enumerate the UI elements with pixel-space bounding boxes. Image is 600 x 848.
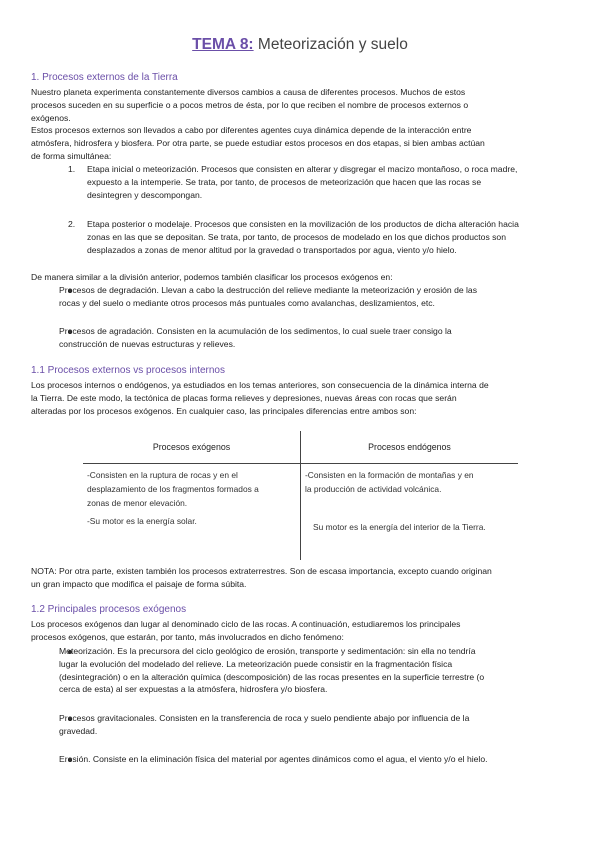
bullet-item-meteorizacion bbox=[59, 645, 569, 696]
table-header-endogenos: Procesos endógenos bbox=[301, 431, 519, 464]
text-line: procesos exógenos, que estarán, por tanto, más involucrados en dicho fenómeno: bbox=[31, 631, 344, 642]
text-line: (desintegración) o en la alteración química (descomposición) de las rocas presentes en la superficie terrestre (o bbox=[59, 671, 485, 682]
table-cell-endogenos bbox=[301, 464, 519, 561]
text-line: cerca de esta) al ser expuestas a la atmósfera, hidrosfera y/o biosfera. bbox=[59, 684, 328, 695]
text-line: gravedad. bbox=[59, 725, 98, 736]
text-line: NOTA: Por otra parte, existen también los procesos extraterrestres. Son de escasa importancia, excepto cuando originan bbox=[31, 566, 492, 576]
comparison-table bbox=[83, 431, 518, 560]
cell-text: Su motor es la energía del interior de la Tierra. bbox=[313, 522, 486, 532]
text-line: Procesos gravitacionales. Consisten en la transferencia de roca y suelo pendiente abajo por influencia de la bbox=[59, 713, 470, 723]
text-line: Etapa posterior o modelaje. Procesos que consisten en la movilización de los productos de dicha alteración hacia bbox=[87, 219, 519, 229]
table-header-exogenos: Procesos exógenos bbox=[83, 431, 301, 464]
section-1-1-text bbox=[31, 379, 571, 417]
list-number: 1. bbox=[68, 164, 76, 174]
text-line: procesos suceden en su superficie o a pocos metros de ésta, por lo que reciben el nombre de procesos externos o bbox=[31, 99, 469, 110]
text-line: Etapa inicial o meteorización. Procesos que consisten en alterar y disgregar el macizo montañoso, o roca madre, bbox=[87, 164, 518, 174]
section-1-1-heading: 1.1 Procesos externos vs procesos internos bbox=[31, 365, 225, 376]
cell-text: -Consisten en la formación de montañas y en bbox=[305, 470, 474, 480]
text-line: Erosión. Consiste en la eliminación física del material por agentes dinámicos como el agua, el viento y/o el hielo. bbox=[59, 754, 488, 764]
list-number: 2. bbox=[68, 219, 76, 229]
text-line: Procesos de agradación. Consisten en la acumulación de los sedimentos, lo cual suele traer consigo la bbox=[59, 326, 452, 336]
text-line: Los procesos exógenos dan lugar al denominado ciclo de las rocas. A continuación, estudiaremos los principales bbox=[31, 619, 461, 629]
text-line: de forma simultánea: bbox=[31, 150, 112, 161]
text-line: Estos procesos externos son llevados a cabo por diferentes agentes cuya dinámica depende de la interacción entre bbox=[31, 125, 472, 136]
list-item-stage-1 bbox=[87, 163, 577, 201]
text-line: Nuestro planeta experimenta constantemente diversos cambios a causa de diferentes procesos. Muchos de estos bbox=[31, 87, 466, 97]
text-line: un gran impacto que modifica el paisaje de forma súbita. bbox=[31, 578, 247, 589]
bullet-item-erosion bbox=[59, 753, 569, 766]
cell-text: desplazamiento de los fragmentos formados a bbox=[87, 484, 259, 494]
text-line: desintegren y descompongan. bbox=[87, 189, 203, 200]
classify-line: De manera similar a la división anterior, podemos también clasificar los procesos exógenos en: bbox=[31, 272, 393, 282]
text-line: rocas y del suelo o mediante otros procesos más puntuales como avalanchas, deslizamientos, etc. bbox=[59, 297, 435, 308]
section-1-2-text bbox=[31, 618, 571, 644]
section-1-intro bbox=[31, 86, 571, 163]
page-title bbox=[0, 36, 600, 54]
text-line: Los procesos internos o endógenos, ya estudiados en los temas anteriores, son consecuencia de la dinámica interna de bbox=[31, 380, 489, 390]
bullet-item-gravitacionales bbox=[59, 712, 569, 738]
table-cell-exogenos bbox=[83, 464, 301, 561]
text-line: exógenos. bbox=[31, 112, 71, 123]
list-item-stage-2 bbox=[87, 218, 577, 256]
text-line: alteradas por los procesos exógenos. En cualquier caso, las principales diferencias entre ambos son: bbox=[31, 405, 417, 416]
text-line: desplazados a zonas de menor altitud por la gravedad o transportados por agua, viento y/o hielo. bbox=[87, 244, 457, 255]
title-rest: Meteorización y suelo bbox=[253, 36, 408, 53]
text-line: expuesto a la intemperie. Se trata, por tanto, de procesos de meteorización que hacen que las rocas se bbox=[87, 176, 482, 187]
nota-paragraph bbox=[31, 565, 571, 591]
cell-text: la producción de actividad volcánica. bbox=[305, 484, 442, 494]
text-line: Procesos de degradación. Llevan a cabo la destrucción del relieve mediante la meteorización y erosión de las bbox=[59, 285, 477, 295]
text-line: Meteorización. Es la precursora del ciclo geológico de erosión, transporte y sedimentación: sin ella no tendría bbox=[59, 646, 476, 656]
text-line: lugar la evolución del modelado del relieve. La meteorización puede consistir en la fragmentación física bbox=[59, 658, 453, 669]
text-line: zonas en las que se depositan. Se trata, por tanto, de procesos de modelado en los que dichos productos son bbox=[87, 231, 506, 242]
section-1-2-heading: 1.2 Principales procesos exógenos bbox=[31, 604, 187, 615]
section-1-heading: 1. Procesos externos de la Tierra bbox=[31, 72, 178, 83]
text-line: construcción de nuevas estructuras y relieves. bbox=[59, 338, 236, 349]
bullet-item-agradacion bbox=[59, 325, 569, 351]
cell-text: -Su motor es la energía solar. bbox=[87, 516, 197, 526]
title-highlight: TEMA 8: bbox=[192, 36, 254, 53]
bullet-item-degradacion bbox=[59, 284, 569, 310]
cell-text: zonas de menor elevación. bbox=[87, 498, 188, 508]
text-line: atmósfera, hidrosfera y biosfera. Por otra parte, se puede estudiar estos procesos en dos etapas, si bien ambas actúan bbox=[31, 138, 485, 149]
text-line: la Tierra. De este modo, la tectónica de placas forma relieves y depresiones, nuevas áreas con rocas que serán bbox=[31, 392, 457, 403]
cell-text: -Consisten en la ruptura de rocas y en el bbox=[87, 470, 238, 480]
